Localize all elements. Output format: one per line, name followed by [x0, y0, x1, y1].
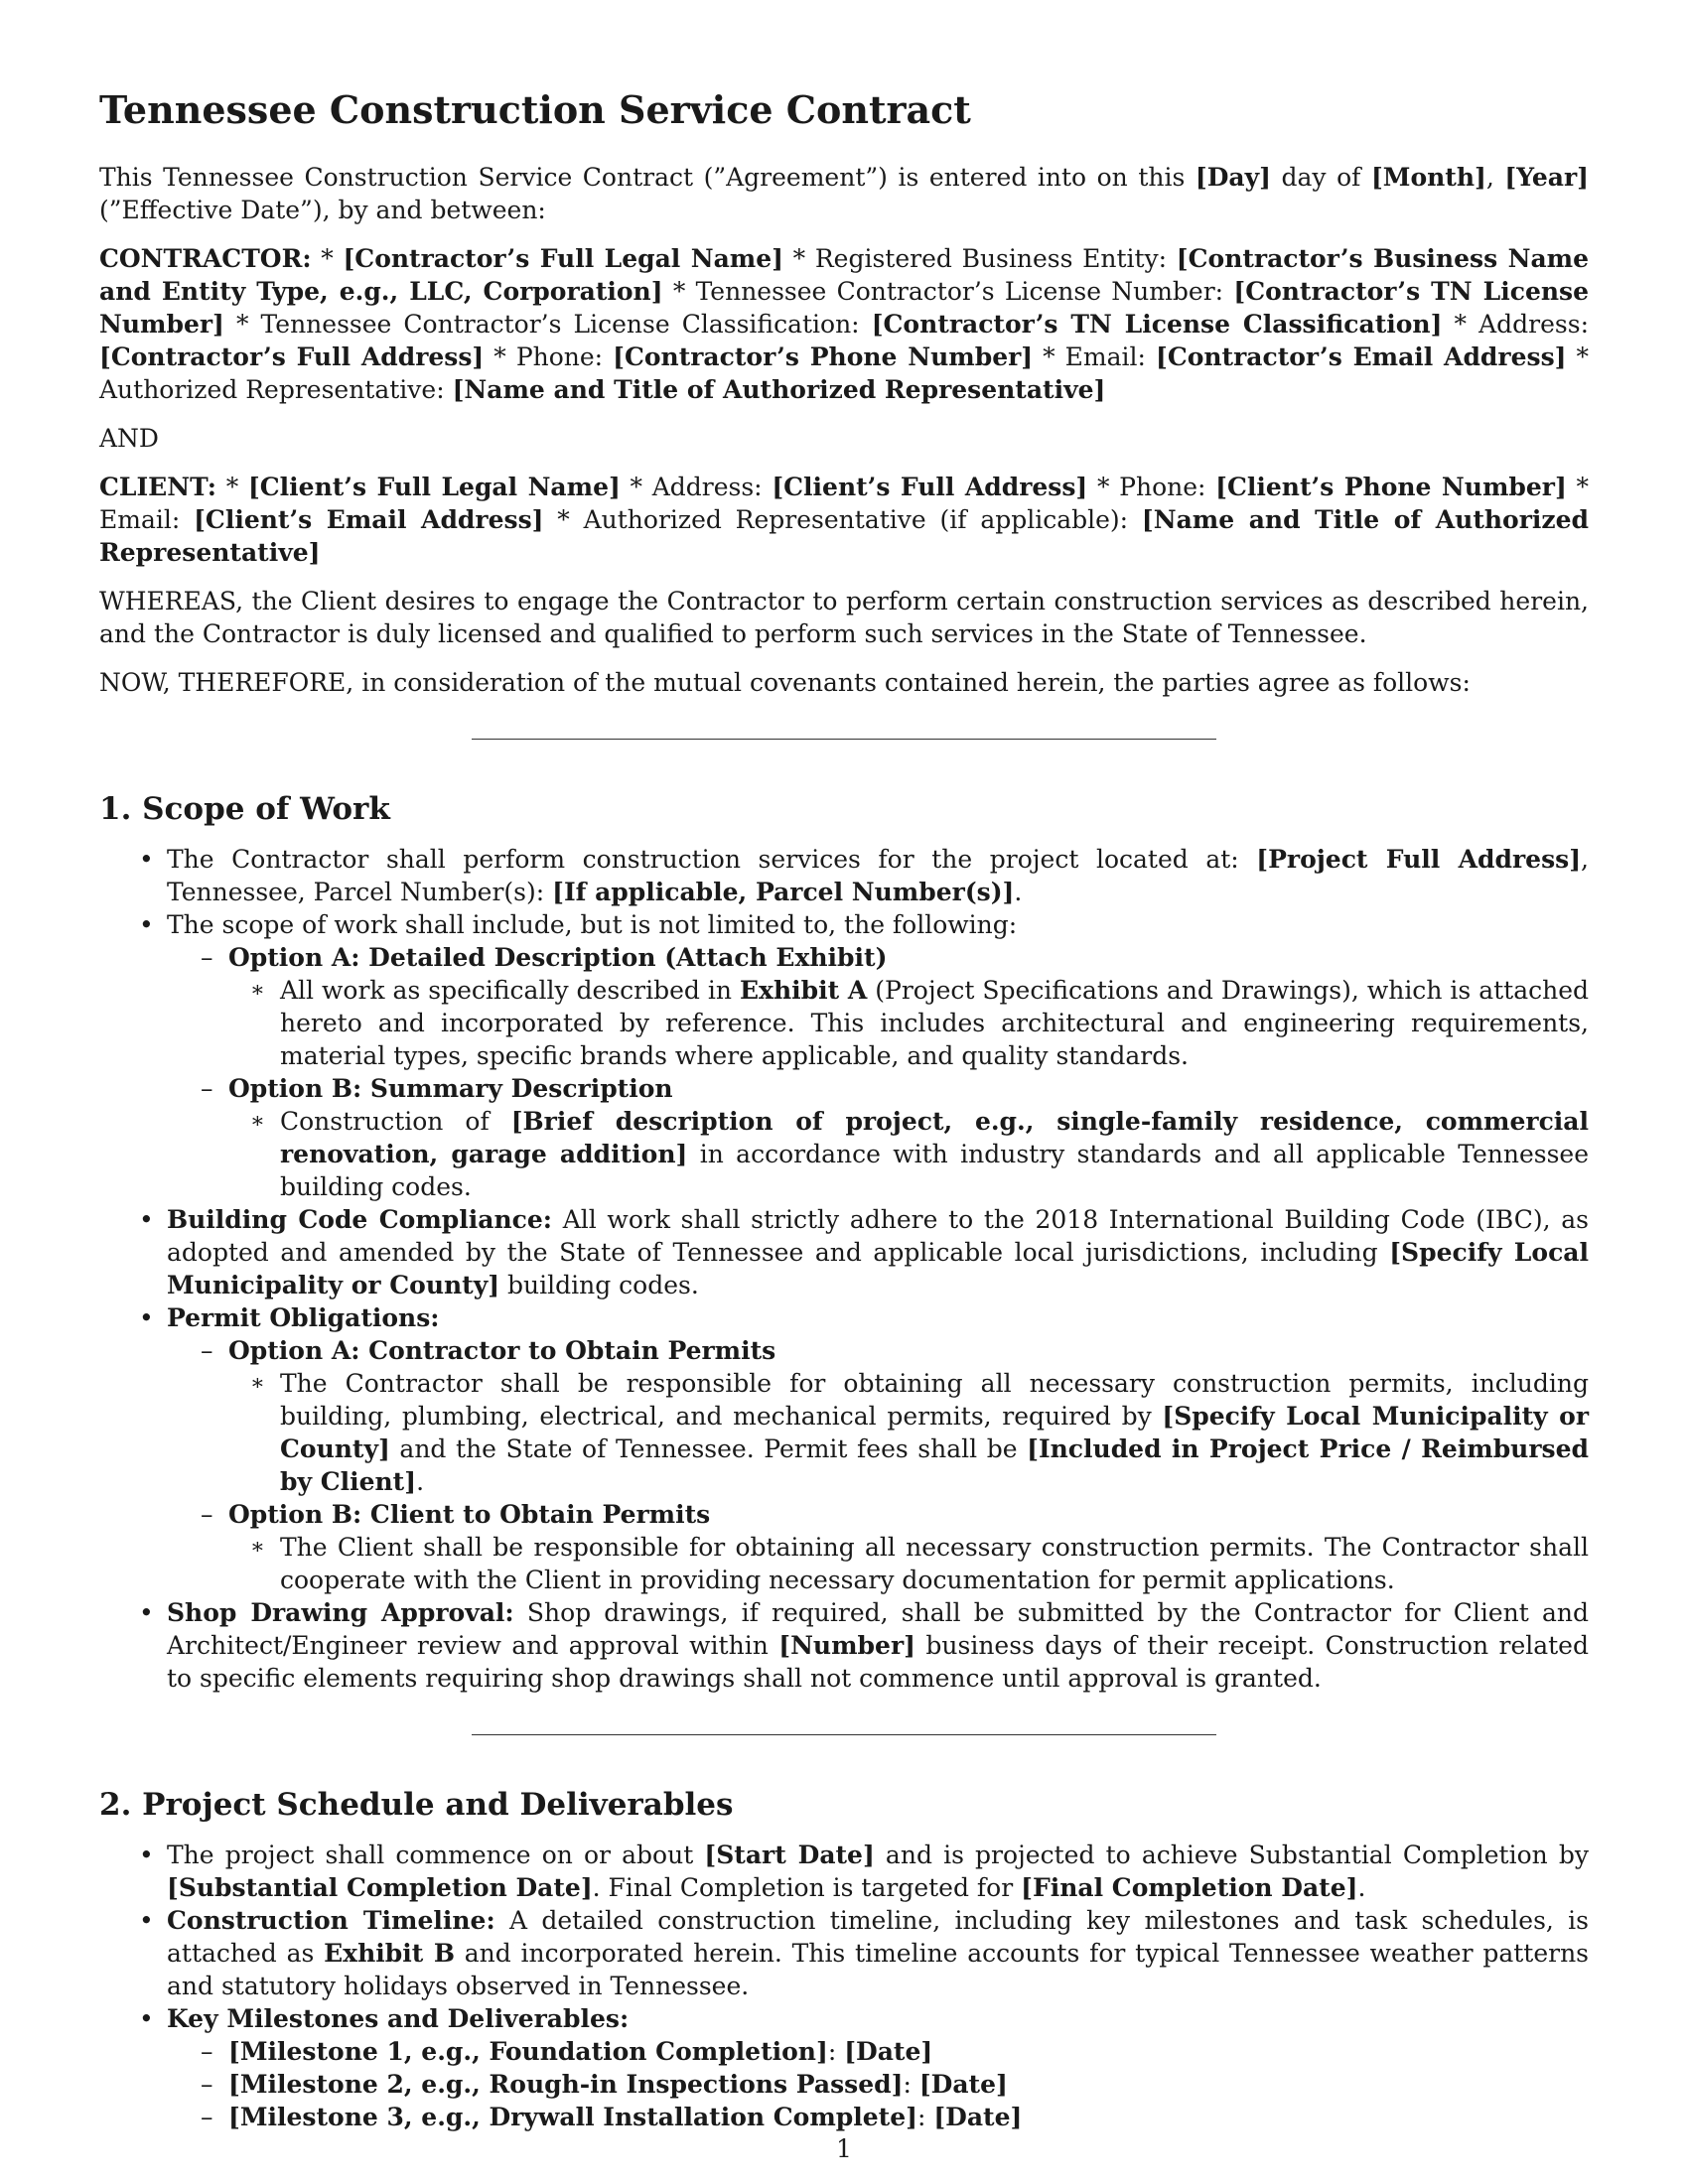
- item-text: The scope of work shall include, but is not limited to, the following:: [167, 910, 1018, 939]
- item-text: All work shall strictly adhere to the 2018 International Building Code (IBC), as adopted and amended by the State of Tennessee and applicable local jurisdictions, including: [167, 1205, 1589, 1267]
- contractor-text: * Tennessee Contractor’s License Classification:: [223, 310, 872, 339]
- intro-text: ,: [1485, 163, 1505, 192]
- contractor-text: *: [311, 244, 344, 273]
- milestones-label: Key Milestones and Deliverables:: [167, 2004, 630, 2033]
- client-text: * Address:: [620, 473, 773, 501]
- client-phone-placeholder: [Client’s Phone Number]: [1215, 473, 1567, 501]
- milestone-item: [167, 2035, 1589, 2068]
- list-item: [99, 1203, 1589, 1301]
- item-text: :: [827, 2037, 845, 2066]
- contractor-text: * Tennessee Contractor’s License Number:: [662, 277, 1234, 306]
- item-text: business days of their receipt. Construction related to specific elements requiring shop drawings shall not commence until approval is granted.: [167, 1631, 1589, 1693]
- month-placeholder: [Month]: [1370, 163, 1486, 192]
- day-placeholder: [Day]: [1195, 163, 1271, 192]
- number-placeholder: [Number]: [778, 1631, 915, 1660]
- list-item: [99, 908, 1589, 1203]
- substantial-completion-placeholder: [Substantial Completion Date]: [167, 1873, 593, 1902]
- item-text: A detailed construction timeline, including key milestones and task schedules, is attached as: [167, 1906, 1589, 1968]
- permit-option-b-details: [228, 1531, 1589, 1596]
- code-compliance-label: Building Code Compliance:: [167, 1205, 553, 1234]
- client-text: * Authorized Representative (if applicable):: [543, 505, 1142, 534]
- contractor-text: * Authorized Representative:: [99, 342, 1590, 404]
- milestone-date: [Date]: [918, 2070, 1008, 2099]
- now-therefore-paragraph: NOW, THEREFORE, in consideration of the mutual covenants contained herein, the parties agree as follows:: [99, 668, 1471, 697]
- item-text: :: [916, 2103, 934, 2131]
- contractor-name-placeholder: [Contractor’s Full Legal Name]: [343, 244, 783, 273]
- detail-item: [228, 974, 1589, 1072]
- milestone-item: [167, 2068, 1589, 2101]
- intro-text: day of: [1270, 163, 1371, 192]
- contractor-address-placeholder: [Contractor’s Full Address]: [99, 342, 485, 371]
- item-text: (Project Specifications and Drawings), which is attached hereto and incorporated by reference. This includes architectural and engineering requirements, material types, specific brands where applicable, and quality standards.: [280, 976, 1589, 1070]
- parcel-placeholder: [If applicable, Parcel Number(s)]: [552, 878, 1015, 906]
- client-rep-placeholder: [Name and Title of Authorized Representative]: [99, 505, 1589, 567]
- intro-text: This Tennessee Construction Service Contract (”Agreement”) is entered into on this: [99, 163, 1196, 192]
- start-date-placeholder: [Start Date]: [704, 1841, 875, 1869]
- and-separator: AND: [99, 424, 159, 453]
- schedule-list: [99, 1839, 1589, 2133]
- item-text: .: [416, 1467, 425, 1496]
- local-municipality-placeholder: [Specify Local Municipality or County]: [280, 1402, 1589, 1463]
- item-text: .: [1357, 1873, 1366, 1902]
- contractor-block: [99, 242, 1589, 406]
- contractor-rep-placeholder: [Name and Title of Authorized Representative]: [452, 375, 1106, 404]
- page-number: 1: [836, 2134, 852, 2163]
- timeline-label: Construction Timeline:: [167, 1906, 495, 1935]
- section-2-heading: 2. Project Schedule and Deliverables: [99, 1787, 734, 1823]
- client-address-placeholder: [Client’s Full Address]: [772, 473, 1088, 501]
- item-text: Construction of: [280, 1107, 511, 1136]
- project-address-placeholder: [Project Full Address]: [1256, 845, 1582, 874]
- list-item: [99, 1301, 1589, 1596]
- item-text: :: [903, 2070, 919, 2099]
- intro-text: (”Effective Date”), by and between:: [99, 196, 546, 224]
- item-text: The project shall commence on or about: [167, 1841, 705, 1869]
- item-text: Shop drawings, if required, shall be submitted by the Contractor for Client and Architect/Engineer review and approval within: [167, 1598, 1589, 1660]
- local-municipality-placeholder: [Specify Local Municipality or County]: [167, 1238, 1589, 1299]
- item-text: The Contractor shall perform construction services for the project located at:: [167, 845, 1257, 874]
- client-text: *: [216, 473, 248, 501]
- section-divider: [472, 1734, 1216, 1735]
- scope-list: [99, 843, 1589, 1695]
- list-item: [99, 2002, 1589, 2133]
- client-name-placeholder: [Client’s Full Legal Name]: [247, 473, 621, 501]
- contractor-text: * Registered Business Entity:: [782, 244, 1177, 273]
- client-email-placeholder: [Client’s Email Address]: [194, 505, 544, 534]
- list-item: [99, 1839, 1589, 1904]
- exhibit-a-ref: Exhibit A: [740, 976, 868, 1005]
- contractor-entity-placeholder: [Contractor’s Business Name and Entity Type, e.g., LLC, Corporation]: [99, 244, 1590, 306]
- option-item: [167, 1498, 1589, 1596]
- milestone-name: [Milestone 1, e.g., Foundation Completion]: [228, 2037, 828, 2066]
- permit-fees-placeholder: [Included in Project Price / Reimbursed by Client]: [280, 1434, 1589, 1496]
- contractor-phone-placeholder: [Contractor’s Phone Number]: [613, 342, 1034, 371]
- option-item: [167, 1334, 1589, 1498]
- option-a-label: Option A: Detailed Description (Attach Exhibit): [228, 943, 888, 972]
- milestone-date: [Date]: [933, 2103, 1023, 2131]
- final-completion-placeholder: [Final Completion Date]: [1021, 1873, 1358, 1902]
- whereas-paragraph: WHEREAS, the Client desires to engage the Contractor to perform certain construction services as described herein, and the Contractor is duly licensed and qualified to perform such services in the State of Tennessee.: [99, 587, 1589, 648]
- exhibit-b-ref: Exhibit B: [324, 1939, 455, 1968]
- list-item: [99, 1904, 1589, 2002]
- contractor-text: * Email:: [1033, 342, 1156, 371]
- milestone-name: [Milestone 3, e.g., Drywall Installation Complete]: [228, 2103, 917, 2131]
- contractor-classification-placeholder: [Contractor’s TN License Classification]: [871, 310, 1443, 339]
- option-item: [167, 1072, 1589, 1203]
- detail-item: ∗ The Client shall be responsible for obtaining all necessary construction permits. The Contractor shall cooperate with the Client in providing necessary documentation for permit applications.: [228, 1531, 1589, 1596]
- item-text: and is projected to achieve Substantial Completion by: [874, 1841, 1589, 1869]
- list-item: [99, 1596, 1589, 1695]
- project-description-placeholder: [Brief description of project, e.g., single-family residence, commercial renovation, garage addition]: [280, 1107, 1589, 1168]
- milestone-name: [Milestone 2, e.g., Rough-in Inspections Passed]: [228, 2070, 904, 2099]
- option-a-details: [228, 974, 1589, 1072]
- document-title: Tennessee Construction Service Contract: [99, 87, 971, 132]
- detail-item: [228, 1367, 1589, 1498]
- item-text: The Contractor shall be responsible for obtaining all necessary construction permits, including building, plumbing, electrical, and mechanical permits, required by: [280, 1369, 1589, 1431]
- milestone-item: [167, 2101, 1589, 2133]
- document-body: [99, 77, 1589, 2133]
- item-text: , Tennessee, Parcel Number(s):: [167, 845, 1589, 906]
- client-block: [99, 471, 1589, 569]
- option-b-details: [228, 1105, 1589, 1203]
- section-1-heading: 1. Scope of Work: [99, 791, 390, 827]
- permit-options: [167, 1334, 1589, 1596]
- milestone-list: [167, 2035, 1589, 2133]
- client-label: CLIENT:: [99, 473, 217, 501]
- section-divider: [472, 739, 1216, 740]
- permit-option-a-label: Option A: Contractor to Obtain Permits: [228, 1336, 776, 1365]
- item-text: building codes.: [499, 1271, 699, 1299]
- permit-option-b-label: Option B: Client to Obtain Permits: [228, 1500, 711, 1529]
- list-item: [99, 843, 1589, 908]
- item-text: and incorporated herein. This timeline accounts for typical Tennessee weather patterns and statutory holidays observed in Tennessee.: [167, 1939, 1590, 2000]
- client-text: * Phone:: [1087, 473, 1216, 501]
- item-text: in accordance with industry standards and all applicable Tennessee building codes.: [280, 1140, 1589, 1201]
- item-text: and the State of Tennessee. Permit fees shall be: [389, 1434, 1028, 1463]
- year-placeholder: [Year]: [1504, 163, 1589, 192]
- contractor-label: CONTRACTOR:: [99, 244, 312, 273]
- milestone-date: [Date]: [844, 2037, 933, 2066]
- scope-options: [167, 941, 1589, 1203]
- detail-item: [228, 1105, 1589, 1203]
- permit-obligations-label: Permit Obligations:: [167, 1303, 440, 1332]
- contractor-text: * Phone:: [484, 342, 614, 371]
- item-text: . Final Completion is targeted for: [592, 1873, 1022, 1902]
- permit-option-a-details: [228, 1367, 1589, 1498]
- item-text: All work as specifically described in: [280, 976, 740, 1005]
- option-item: [167, 941, 1589, 1072]
- intro-paragraph: [99, 161, 1589, 226]
- option-b-label: Option B: Summary Description: [228, 1074, 673, 1103]
- shop-drawing-label: Shop Drawing Approval:: [167, 1598, 514, 1627]
- contractor-email-placeholder: [Contractor’s Email Address]: [1155, 342, 1567, 371]
- client-text: * Email:: [99, 473, 1589, 534]
- item-text: .: [1014, 878, 1023, 906]
- contractor-license-placeholder: [Contractor’s TN License Number]: [99, 277, 1590, 339]
- contractor-text: * Address:: [1442, 310, 1589, 339]
